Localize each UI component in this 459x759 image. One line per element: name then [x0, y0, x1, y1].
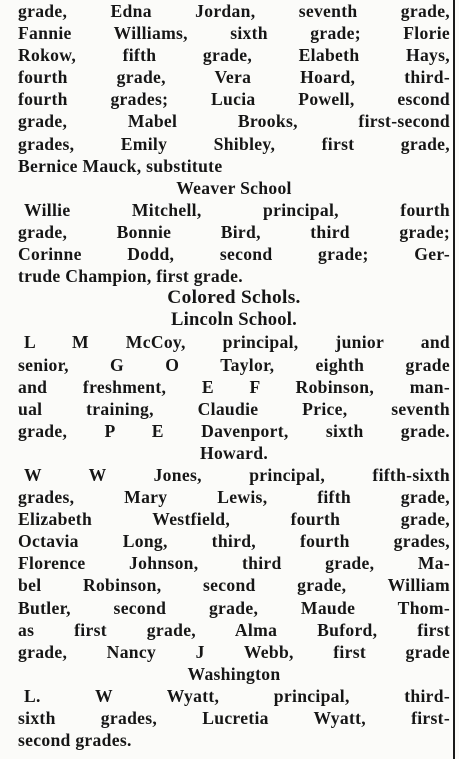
text-line: grade, Mabel Brooks, first-second — [18, 111, 450, 132]
text-line: and freshment, E F Robinson, man- — [18, 376, 450, 397]
text-line: fourth grades; Lucia Powell, escond — [18, 89, 450, 110]
text-line: Rokow, fifth grade, Elabeth Hays, — [18, 45, 450, 66]
text-line: sixth grades, Lucretia Wyatt, first- — [18, 708, 450, 728]
text-line: second grades. — [18, 730, 132, 751]
text-line: grade, P E Davenport, sixth grade. — [18, 420, 450, 441]
text-line: Butler, second grade, Maude Thom- — [18, 597, 450, 618]
text-line: W W Jones, principal, fifth-sixth — [24, 464, 450, 485]
text-line: L M McCoy, principal, junior and — [24, 332, 450, 353]
section-heading-howard: Howard. — [199, 442, 269, 463]
text-line: L. W Wyatt, principal, third- — [24, 685, 450, 706]
text-line: trude Champion, first grade. — [18, 266, 243, 287]
text-line: ual training, Claudie Price, seventh — [18, 398, 450, 419]
section-heading-lincoln-school: Lincoln School. — [171, 309, 297, 331]
text-line: as first grade, Alma Buford, first — [18, 619, 450, 640]
section-heading-weaver-school: Weaver School — [176, 177, 292, 198]
text-line: grades, Mary Lewis, fifth grade, — [18, 487, 450, 508]
text-line: Willie Mitchell, principal, fourth — [24, 199, 450, 220]
text-line: grade, Edna Jordan, seventh grade, — [18, 1, 450, 21]
text-line: Octavia Long, third, fourth grades, — [18, 531, 450, 552]
text-line: senior, G O Taylor, eighth grade — [18, 354, 450, 375]
text-line: Elizabeth Westfield, fourth grade, — [18, 509, 450, 530]
text-line: Fannie Williams, sixth grade; Florie — [18, 23, 450, 44]
text-line: bel Robinson, second grade, William — [18, 575, 450, 596]
article-column — [18, 0, 450, 751]
text-line: Bernice Mauck, substitute — [18, 155, 223, 176]
section-heading-washington: Washington — [187, 663, 281, 684]
text-line: grade, Nancy J Webb, first grade — [18, 641, 450, 662]
text-line: grades, Emily Shibley, first grade, — [18, 133, 450, 154]
text-line: Florence Johnson, third grade, Ma- — [18, 553, 450, 574]
section-heading-colored-schools: Colored Schols. — [167, 287, 301, 309]
text-line: grade, Bonnie Bird, third grade; — [18, 221, 450, 242]
text-line: fourth grade, Vera Hoard, third- — [18, 67, 450, 88]
text-line: Corinne Dodd, second grade; Ger- — [18, 244, 450, 265]
column-rule — [453, 0, 455, 759]
